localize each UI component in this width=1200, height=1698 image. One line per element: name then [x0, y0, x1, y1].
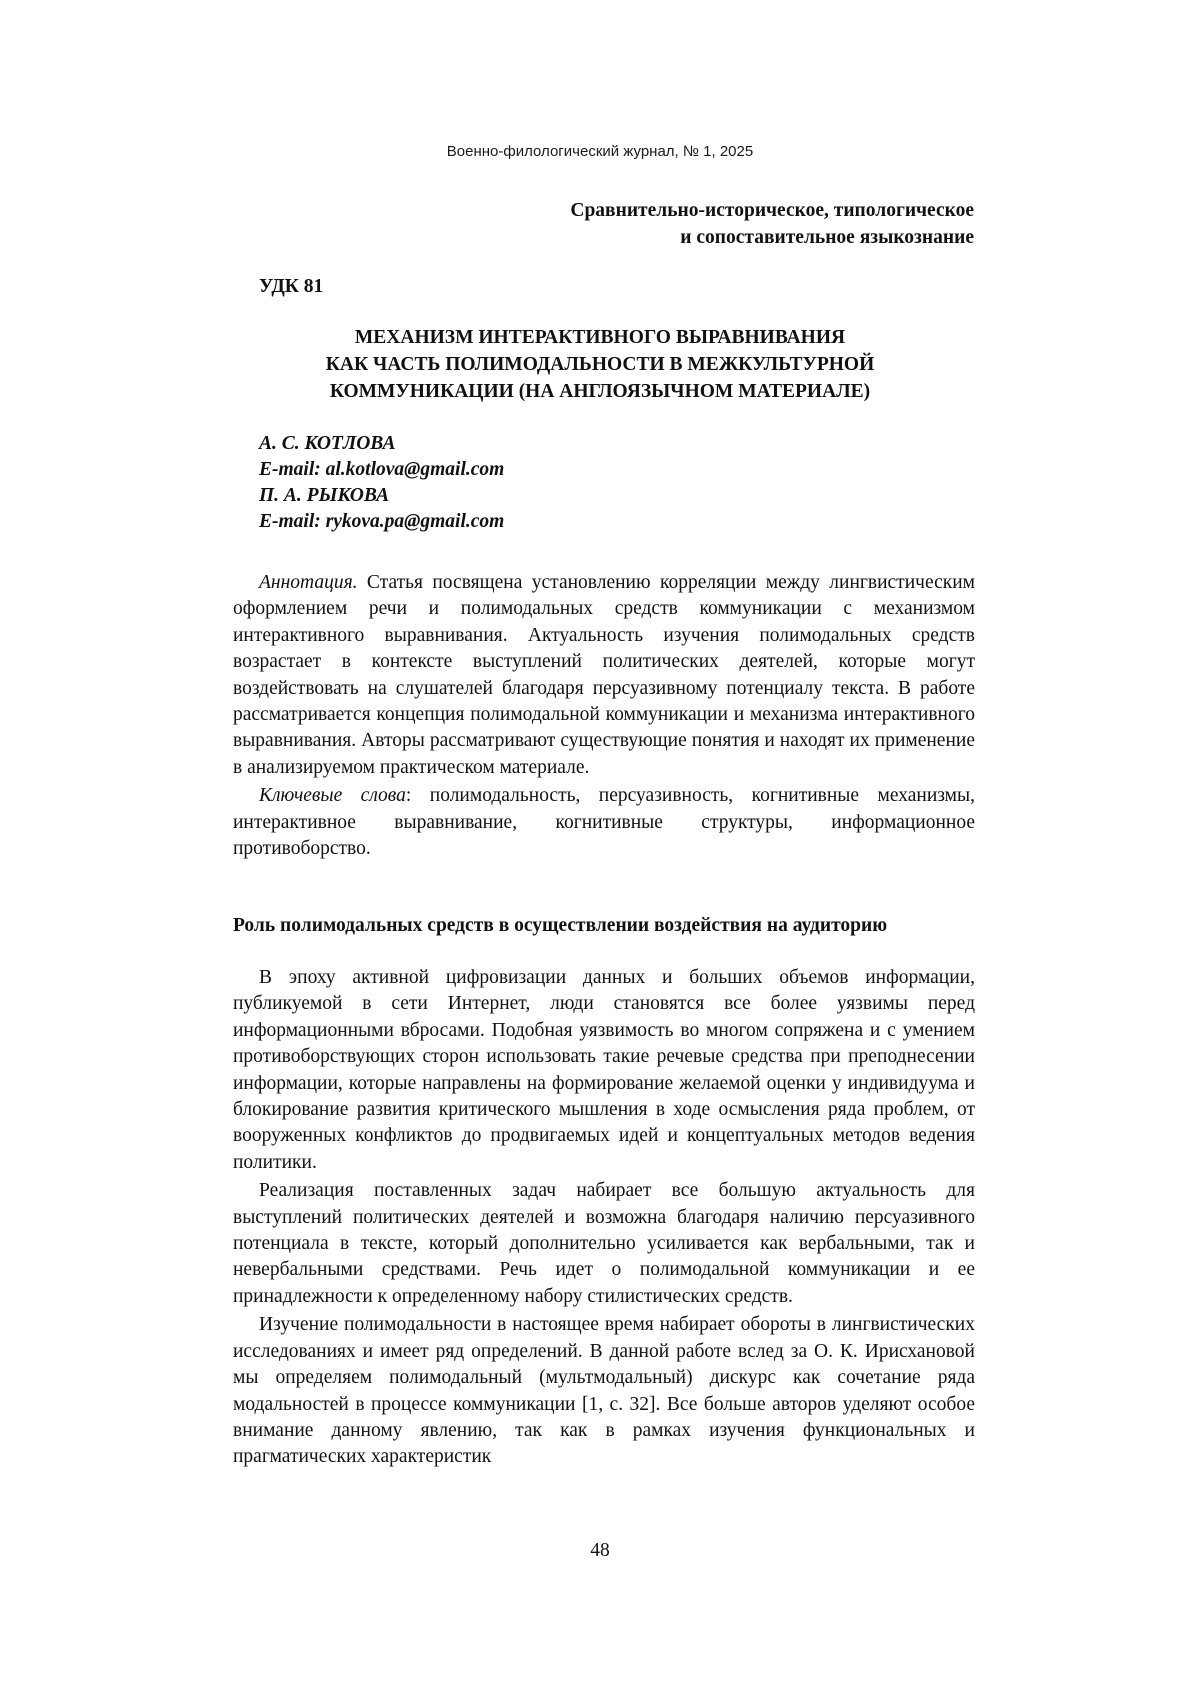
- body-paragraph: В эпоху активной цифровизации данных и больших объемов информации, публикуемой в сети Интернет, люди становятся все более уязвимы перед информационными вбросами. Подобная уязвимость во многом сопряжена и с умением противоборствующих сторон использовать такие речевые средства при преподнесении информации, которые направлены на формирование желаемой оценки у индивидуума и блокирование развития критического мышления в ходе осмысления ряда проблем, от вооруженных конфликтов до продвигаемых идей и концептуальных методов ведения политики.: [233, 967, 975, 1173]
- section-heading: [254, 197, 974, 251]
- author-email: E-mail: al.kotlova@gmail.com: [259, 459, 505, 480]
- abstract-paragraph: [233, 570, 975, 781]
- keywords-label: Ключевые слова: [259, 785, 406, 807]
- article-title: [0, 324, 1200, 405]
- main-body: [233, 965, 975, 1473]
- abstract-block: [233, 570, 975, 864]
- author-block: [259, 431, 504, 535]
- udk-code: УДК 81: [259, 276, 324, 297]
- section-heading-line: Сравнительно-историческое, типологическое: [570, 200, 974, 221]
- abstract-label: Аннотация.: [259, 572, 358, 593]
- author-name: А. С. КОТЛОВА: [259, 433, 396, 454]
- abstract-text: Статья посвящена установлению корреляции между лингвистическим оформлением речи и полимодальных средств коммуникации с механизмом интерактивного выравнивания. Актуальность изучения полимодальных средств возрастает в контексте выступлений политических деятелей, которые могут воздействовать на слушателей благодаря персуазивному потенциалу текста. В работе рассматривается концепция полимодальной коммуникации и механизма интерактивного выравнивания. Авторы рассматривают существующие понятия и находят их применение в анализируемом практическом материале.: [233, 572, 975, 778]
- keywords-text: : полимодальность, персуазивность, когнитивные механизмы, интерактивное выравнивание, когнитивные структуры, информационное противоборство.: [233, 785, 975, 860]
- author-name: П. А. РЫКОВА: [259, 485, 390, 506]
- running-head: Военно-филологический журнал, № 1, 2025: [446, 143, 754, 160]
- keywords-paragraph: [233, 783, 975, 862]
- body-paragraph: Реализация поставленных задач набирает все большую актуальность для выступлений политических деятелей и возможна благодаря наличию персуазивного потенциала в тексте, который дополнительно усиливается как вербальными, так и невербальными средствами. Речь идет о полимодальной коммуникации и ее принадлежности к определенному набору стилистических средств.: [233, 1180, 975, 1307]
- body-paragraph: Изучение полимодальности в настоящее время набирает обороты в лингвистических исследованиях и имеет ряд определений. В данной работе вслед за О. К. Ирисхановой мы определяем полимодальный (мультмодальный) дискурс как сочетание ряда модальностей в процессе коммуникации [1, с. 32]. Все больше авторов уделяют особое внимание данному явлению, так как в рамках изучения функциональных и прагматических характеристик: [233, 1314, 975, 1468]
- article-title-line: МЕХАНИЗМ ИНТЕРАКТИВНОГО ВЫРАВНИВАНИЯ: [354, 327, 846, 348]
- article-title-line: КАК ЧАСТЬ ПОЛИМОДАЛЬНОСТИ В МЕЖКУЛЬТУРНОЙ: [325, 354, 875, 375]
- section-heading-line: и сопоставительное языкознание: [680, 227, 974, 248]
- section-subheading: Роль полимодальных средств в осуществлении воздействия на аудиторию: [233, 915, 888, 936]
- page-number: 48: [590, 1540, 610, 1561]
- author-email: E-mail: rykova.pa@gmail.com: [259, 511, 505, 532]
- article-title-line: КОММУНИКАЦИИ (НА АНГЛОЯЗЫЧНОМ МАТЕРИАЛЕ): [329, 381, 871, 402]
